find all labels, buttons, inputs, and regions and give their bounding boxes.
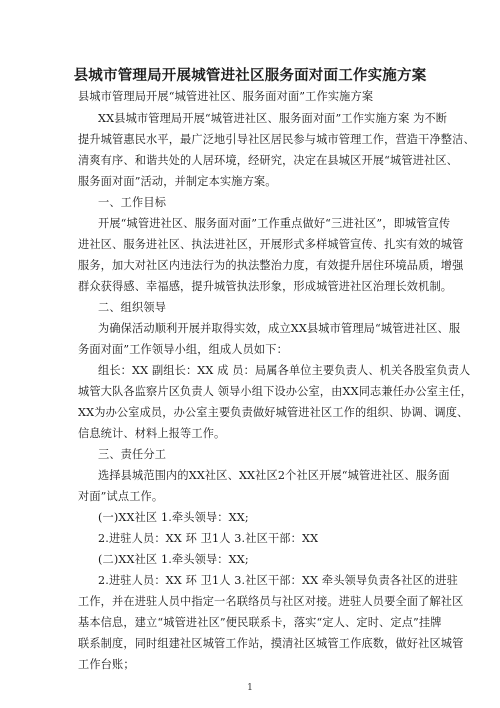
section-heading: 一、工作目标 [98, 196, 167, 209]
body-line: 工作台账； [78, 658, 135, 671]
section-heading: 三、责任分工 [98, 448, 167, 461]
body-line: 为确保活动顺利开展并取得实效，成立XX县城市管理局“城管进社区、服 [98, 322, 461, 335]
body-line: 对面”试点工作。 [78, 490, 164, 503]
body-line: 信息统计、材料上报等工作。 [78, 427, 226, 440]
body-line: 群众获得感、幸福感，提升城管执法形象，形成城管进社区治理长效机制。 [78, 280, 453, 293]
body-line: 提升城管惠民水平，最广泛地引导社区居民参与城市管理工作，营造干净整洁、 [78, 133, 475, 146]
body-line: XX为办公室成员，办公室主要负责做好城管进社区工作的组织、协调、调度、 [78, 406, 469, 419]
body-line: (一)XX社区 1.牵头领导：XX; [98, 511, 249, 524]
body-line: (二)XX社区 1.牵头领导：XX; [98, 553, 249, 566]
body-line: 务面对面”工作领导小组，组成人员如下： [78, 343, 288, 356]
body-line: 开展“城管进社区、服务面对面”工作重点做好“三进社区”，即城管宣传 [98, 217, 451, 230]
body-line: 基本信息，建立“城管进社区”便民联系卡，落实“定人、定时、定点”挂牌 [78, 616, 442, 629]
body-line: 2.进驻人员：XX 环 卫1人 3.社区干部：XX 牵头领导负责各社区的进驻 [98, 574, 458, 587]
body-line: 联系制度，同时组建社区城管工作站，摸清社区城管工作底数，做好社区城管 [78, 637, 464, 650]
body-line: 组长：XX 副组长：XX 成 员：局属各单位主要负责人、机关各股室负责人 [98, 364, 471, 377]
doc-subtitle: 县城市管理局开展“城管进社区、服务面对面”工作实施方案 [78, 90, 374, 103]
body-line: 服务，加大对社区内违法行为的执法整治力度，有效提升居住环境品质，增强 [78, 259, 464, 272]
section-heading: 二、组织领导 [98, 301, 167, 314]
body-line: 选择县城范围内的XX社区、XX社区2个社区开展“城管进社区、服务面 [98, 469, 450, 482]
body-line: 工作，并在进驻人员中指定一名联络员与社区对接。进驻人员要全面了解社区 [78, 595, 464, 608]
body-line: 服务面对面”活动，并制定本实施方案。 [78, 175, 277, 188]
document-title: 县城市管理局开展城管进社区服务面对面工作实施方案 [73, 68, 427, 84]
body-line: 城管大队各监察片区负责人 领导小组下设办公室，由XX同志兼任办公室主任， [78, 385, 473, 398]
body-line: 清爽有序、和谐共处的人居环境，经研究，决定在县城区开展“城管进社区、 [78, 154, 459, 167]
body-line: XX县城市管理局开展“城管进社区、服务面对面”工作实施方案 为不断 [98, 112, 448, 125]
page-number: 1 [247, 683, 253, 693]
body-line: 进社区、服务进社区、执法进社区，开展形式多样城管宣传、扎实有效的城管 [78, 238, 464, 251]
body-line: 2.进驻人员：XX 环 卫1人 3.社区干部：XX [98, 532, 319, 545]
